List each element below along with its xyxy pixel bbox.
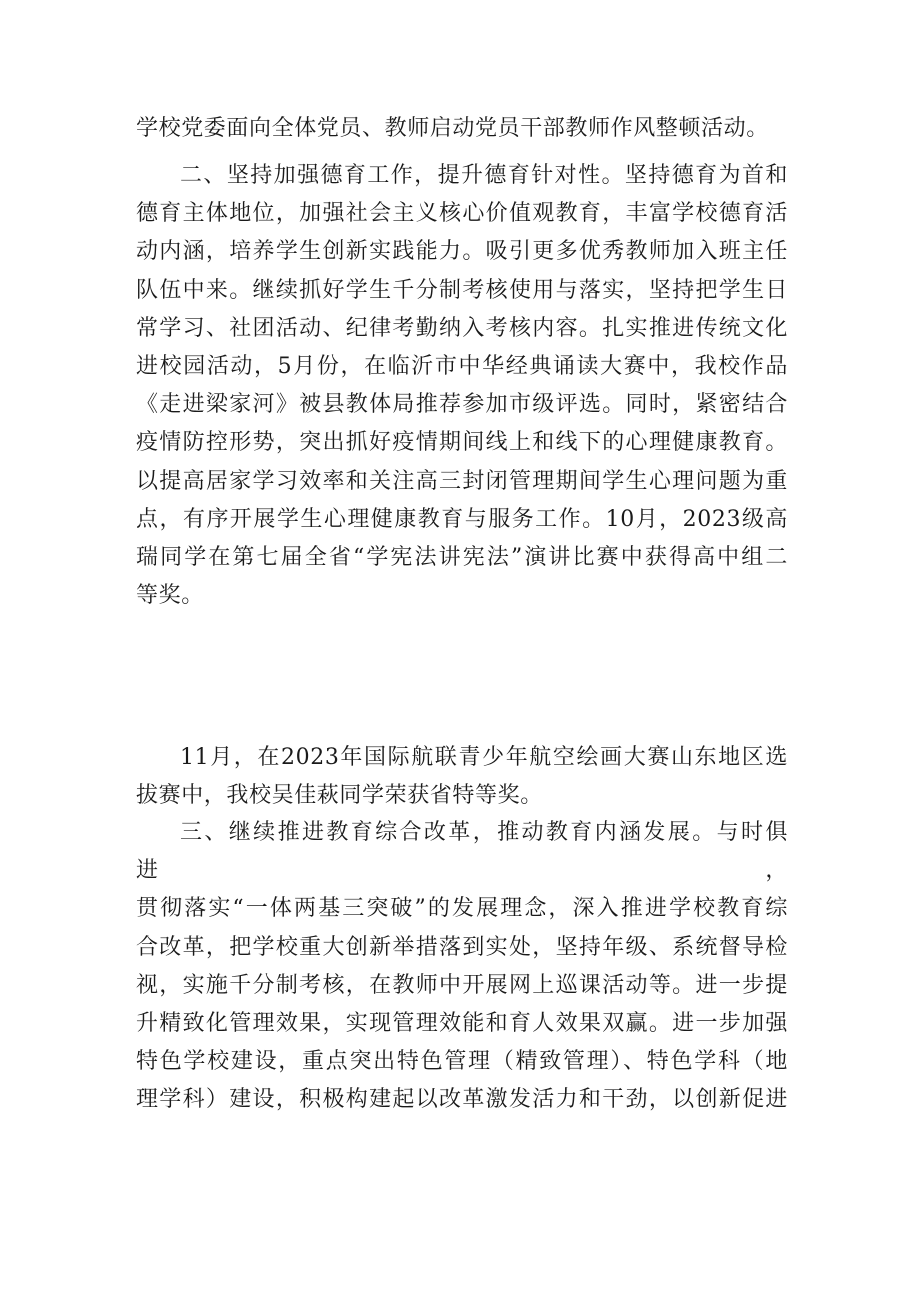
text-line: 合改革，把学校重大创新举措落到实处，坚持年级、系统督导检 [136, 934, 788, 960]
text-line: 特色学校建设，重点突出特色管理（精致管理）、特色学科（地 [136, 1049, 788, 1075]
text-line: 以提高居家学习效率和关注高三封闭管理期间学生心理问题为重 [136, 468, 788, 494]
text-line: 点，有序开展学生心理健康教育与服务工作。10月，2023级高 [136, 506, 788, 532]
paragraph-moral-education [136, 157, 788, 615]
paragraph-education-reform [136, 814, 788, 1120]
text-line: 队伍中来。继续抓好学生千分制考核使用与落实，坚持把学生日 [136, 277, 788, 303]
text-line: 动内涵，培养学生创新实践能力。吸引更多优秀教师加入班主任 [136, 239, 788, 265]
text-line: 升精致化管理效果，实现管理效能和育人效果双赢。进一步加强 [136, 1011, 788, 1037]
text-line: 二、坚持加强德育工作，提升德育针对性。坚持德育为首和 [180, 163, 788, 188]
text-line: 瑞同学在第七届全省“学宪法讲宪法”演讲比赛中获得高中组二 [136, 545, 788, 571]
text-line: 等奖。 [136, 583, 204, 609]
text-line: 《走进梁家河》被县教体局推荐参加市级评选。同时，紧密结合 [136, 392, 788, 418]
text-line: 常学习、社团活动、纪律考勤纳入考核内容。扎实推进传统文化 [136, 315, 788, 341]
text-line: 德育主体地位，加强社会主义核心价值观教育，丰富学校德育活 [136, 201, 788, 227]
text-line: 11月，在2023年国际航联青少年航空绘画大赛山东地区选 [180, 745, 788, 770]
text-line: 进校园活动，5月份，在临沂市中华经典诵读大赛中，我校作品 [136, 354, 788, 380]
text-line: 拔赛中，我校吴佳萩同学荣获省特等奖。 [136, 783, 543, 809]
text-line: 学校党委面向全体党员、教师启动党员干部教师作风整顿活动。 [136, 116, 769, 141]
text-line: 贯彻落实“一体两基三突破”的发展理念，深入推进学校教育综 [136, 896, 788, 922]
text-line: 理学科）建设，积极构建起以改革激发活力和干劲，以创新促进 [136, 1087, 788, 1113]
paragraph-intro-tail [136, 110, 788, 148]
text-line: 视，实施千分制考核，在教师中开展网上巡课活动等。进一步提 [136, 972, 788, 998]
text-line: 疫情防控形势，突出抓好疫情期间线上和线下的心理健康教育。 [136, 430, 788, 456]
text-line: 三、继续推进教育综合改革，推动教育内涵发展。与时俱进， [136, 820, 788, 884]
paragraph-award [136, 739, 788, 815]
